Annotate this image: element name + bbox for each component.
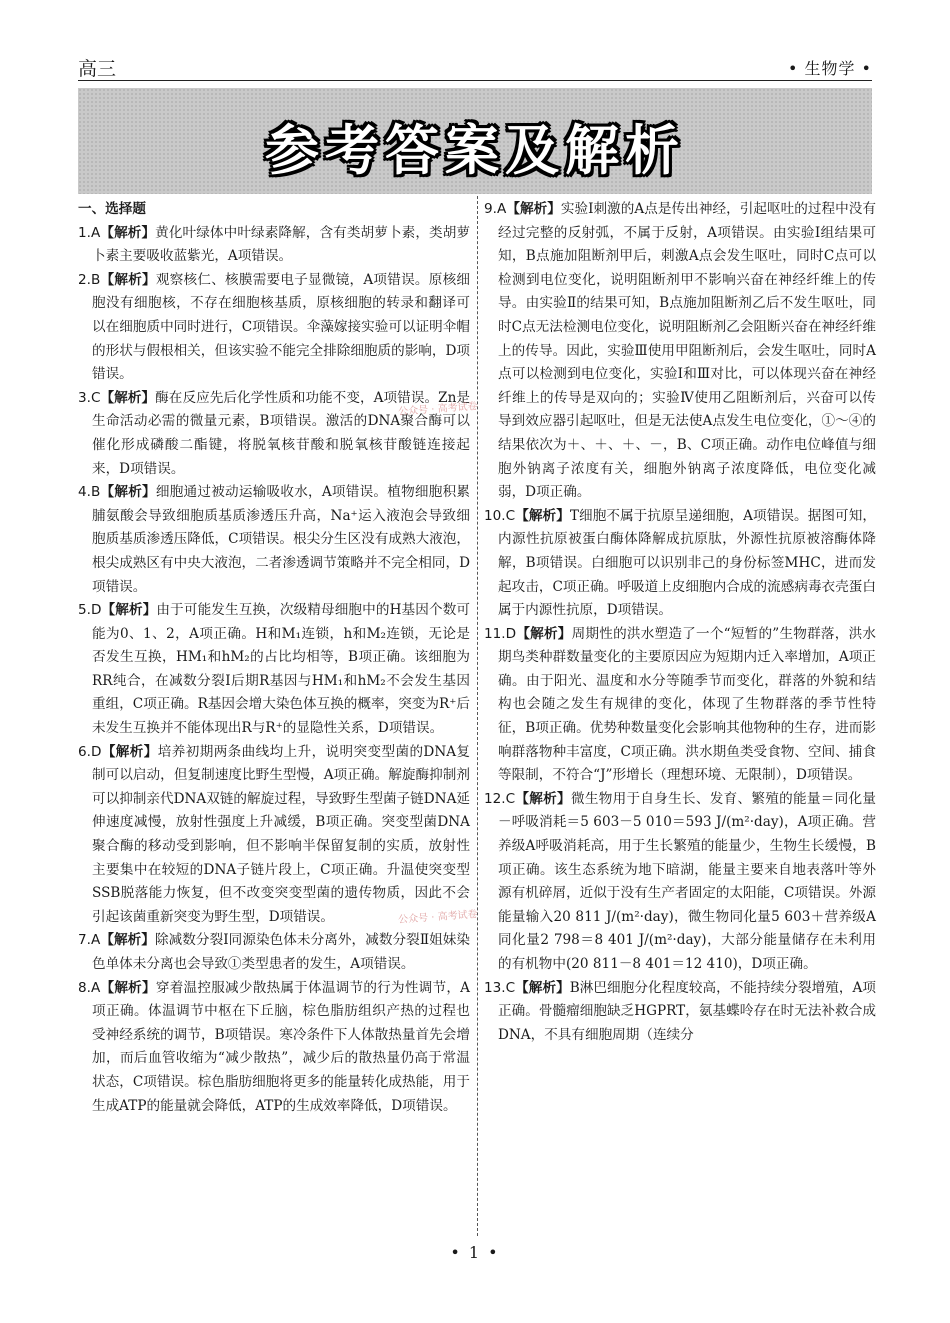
analysis-tag: 【解析】 [515, 507, 570, 524]
title-banner [78, 88, 872, 194]
analysis-text: 黄化叶绿体中叶绿素降解，含有类胡萝卜素，类胡萝卜素主要吸收蓝紫光，A项错误。 [92, 224, 471, 265]
answer-item [484, 505, 876, 623]
right-column [484, 198, 876, 1047]
analysis-tag: 【解析】 [101, 743, 158, 760]
answer-number: 9.A [484, 201, 507, 217]
analysis-tag: 【解析】 [101, 602, 157, 619]
answer-number: 5.D [78, 602, 102, 619]
answer-number: 6.D [78, 743, 102, 760]
answer-number: 7.A [78, 932, 101, 949]
answer-list-right [484, 198, 876, 1047]
analysis-tag: 【解析】 [515, 979, 570, 996]
analysis-tag: 【解析】 [100, 484, 156, 501]
answer-number: 13.C [484, 979, 516, 996]
answer-item [78, 269, 470, 387]
analysis-text: 培养初期两条曲线均上升，说明突变型菌的DNA复制可以启动，但复制速度比野生型慢，A项正确。解旋酶抑制剂可以抑制亲代DNA双链的解旋过程，导致野生型菌子链DNA延伸速度减慢，放射性强度上升减缓，B项正确。突变型菌DNA聚合酶的移动受到影响，但不影响半保留复制的实质，放射性主要集中在较短的DNA子链片段上，C项正确。升温使突变型SSB脱落能力恢复，但不改变突变型菌的遗传物质，因此不会引起该菌重新突变为野生型，D项错误。 [92, 743, 471, 925]
answer-list-left [78, 222, 470, 1119]
grade-label: 高三 [78, 58, 117, 80]
answer-item [78, 929, 470, 976]
watermark: 公众号 · 高考试卷 [397, 401, 478, 418]
analysis-text: 实验Ⅰ刺激的A点是传出神经，引起呕吐的过程中没有经过完整的反射弧，不属于反射，A项错误。由实验Ⅰ组结果可知，B点施加阻断剂甲后，刺激A点会发生呕吐，同时C点可以检测到电位变化，说明阻断剂甲不影响兴奋在神经纤维上的传导。由实验Ⅱ的结果可知，B点施加阻断剂乙后不发生呕吐，同时C点无法检测电位变化，说明阻断剂乙会阻断兴奋在神经纤维上的传导。因此，实验Ⅲ使用甲阻断剂后，会发生呕吐，同时A点可以检测到电位变化，实验Ⅰ和Ⅲ对比，可以体现兴奋在神经纤维上的传导是双向的；实验Ⅳ使用乙阻断剂后，兴奋可以传导到效应器引起呕吐，但是无法使A点发生电位变化，①～④的结果依次为＋、＋、＋、－，B、C项正确。动作电位峰值与细胞外钠离子浓度有关，细胞外钠离子浓度降低，电位变化减弱，D项正确。 [498, 201, 877, 501]
watermark: 公众号 · 高考试卷 [397, 909, 478, 926]
section-title: 一、选择题 [78, 201, 146, 217]
answer-item [78, 599, 470, 741]
analysis-text: 微生物用于自身生长、发育、繁殖的能量＝同化量－呼吸消耗＝5 603－5 010＝593 J/(m²·day)，A项正确。营养级A呼吸消耗高，用于生长繁殖的能量少，生物生长缓慢，B项正确。该生态系统为地下暗湖，能量主要来自地表落叶等外源有机碎屑，近似于没有生产者固定的太阳能，C项错误。外源能量输入20 811 J/(m²·day)，微生物同化量5 603＋营养级A同化量2 798＝8 401 J/(m²·day)，大部分能量储存在未利用的有机物中(20 811－8 401＝12 410)，D项正确。 [498, 790, 877, 972]
page-number: • 1 • [450, 1243, 500, 1262]
page-header [78, 52, 872, 81]
answer-number: 1.A [78, 224, 101, 241]
analysis-tag: 【解析】 [100, 271, 156, 288]
analysis-text: 由于可能发生互换，次级精母细胞中的H基因个数可能为0、1、2，A项正确。H和M₁连锁，h和M₂连锁，无论是否发生互换，HM₁和hM₂的占比均相等，B项正确。该细胞为RR纯合，在减数分裂Ⅰ后期R基因与HM₁和hM₂不会发生基因重组，C项正确。R基因会增大染色体互换的概率，突变为R⁺后未发生互换并不能体现出R与R⁺的显隐性关系，D项错误。 [92, 602, 470, 737]
answer-item [78, 977, 470, 1119]
answer-number: 10.C [484, 507, 516, 524]
answer-item [484, 623, 876, 788]
subject-label: • 生物学 • [787, 59, 872, 78]
left-column [78, 198, 470, 1118]
analysis-text: 除减数分裂Ⅰ同源染色体未分离外，减数分裂Ⅱ姐妹染色单体未分离也会导致①类型患者的发生，A项错误。 [92, 932, 471, 972]
analysis-tag: 【解析】 [516, 625, 572, 642]
analysis-tag: 【解析】 [100, 932, 155, 949]
analysis-text: B淋巴细胞分化程度较高，不能持续分裂增殖，A项正确。骨髓瘤细胞缺乏HGPRT，氨基蝶呤存在时无法补救合成DNA，不具有细胞周期（连续分 [498, 979, 877, 1043]
answer-item [78, 222, 470, 269]
analysis-text: 观察核仁、核膜需要电子显微镜，A项错误。原核细胞没有细胞核，不存在细胞核基质，原核细胞的转录和翻译可以在细胞质中同时进行，C项错误。伞藻嫁接实验可以证明伞帽的形状与假根相关，但该实验不能完全排除细胞质的影响，D项错误。 [92, 271, 470, 383]
answer-item [78, 741, 470, 930]
answer-item [484, 977, 876, 1048]
page-title: 参考答案及解析 [265, 119, 685, 182]
answer-number: 3.C [78, 389, 101, 406]
analysis-text: 周期性的洪水塑造了一个“短暂的”生物群落，洪水期鸟类种群数量变化的主要原因应为短期内迁入率增加，A项正确。由于阳光、温度和水分等随季节而变化，群落的外貌和结构也会随之发生有规律的变化，体现了生物群落的季节性特征，B项正确。优势种数量变化会影响其他物种的生存，进而影响群落物种丰富度，C项正确。洪水期鱼类受食物、空间、捕食等限制，不符合“J”形增长（理想环境、无限制），D项错误。 [498, 625, 876, 784]
answer-number: 12.C [484, 790, 516, 807]
analysis-tag: 【解析】 [100, 224, 156, 241]
analysis-tag: 【解析】 [506, 201, 561, 217]
answer-number: 4.B [78, 484, 101, 501]
analysis-tag: 【解析】 [100, 389, 156, 406]
analysis-text: T细胞不属于抗原呈递细胞，A项错误。据图可知，内源性抗原被蛋白酶体降解成抗原肽，外源性抗原被溶酶体降解，B项错误。白细胞可以识别非己的身份标签MHC，进而发起攻击，C项正确。呼吸道上皮细胞内合成的流感病毒衣壳蛋白属于内源性抗原，D项错误。 [498, 507, 877, 619]
analysis-text: 酶在反应先后化学性质和功能不变，A项错误。Zn是生命活动必需的微量元素，B项错误。激活的DNA聚合酶可以催化形成磷酸二酯键，将脱氧核苷酸和脱氧核苷酸链连接起来，D项错误。 [92, 389, 471, 477]
analysis-text: 穿着温控服减少散热属于体温调节的行为性调节，A项正确。体温调节中枢在下丘脑，棕色脂肪组织产热的过程也受神经系统的调节，B项错误。寒冷条件下人体散热量首先会增加，而后血管收缩为“减少散热”，减少后的散热量仍高于常温状态，C项错误。棕色脂肪细胞将更多的能量转化成热能，用于生成ATP的能量就会降低，ATP的生成效率降低，D项错误。 [92, 979, 470, 1114]
answer-item [484, 198, 876, 505]
analysis-text: 细胞通过被动运输吸收水，A项错误。植物细胞积累脯氨酸会导致细胞质基质渗透压升高，Na⁺运入液泡会导致细胞质基质渗透压降低，C项错误。根尖分生区没有成熟大液泡，根尖成熟区有中央大液泡，二者渗透调节策略并不完全相同，D项错误。 [92, 484, 470, 595]
answer-item [484, 788, 876, 977]
answer-item [78, 481, 470, 599]
answer-number: 11.D [484, 625, 517, 642]
column-divider [477, 196, 478, 1236]
answer-number: 2.B [78, 271, 101, 288]
analysis-tag: 【解析】 [515, 790, 571, 807]
answer-number: 8.A [78, 979, 101, 996]
analysis-tag: 【解析】 [100, 979, 156, 996]
